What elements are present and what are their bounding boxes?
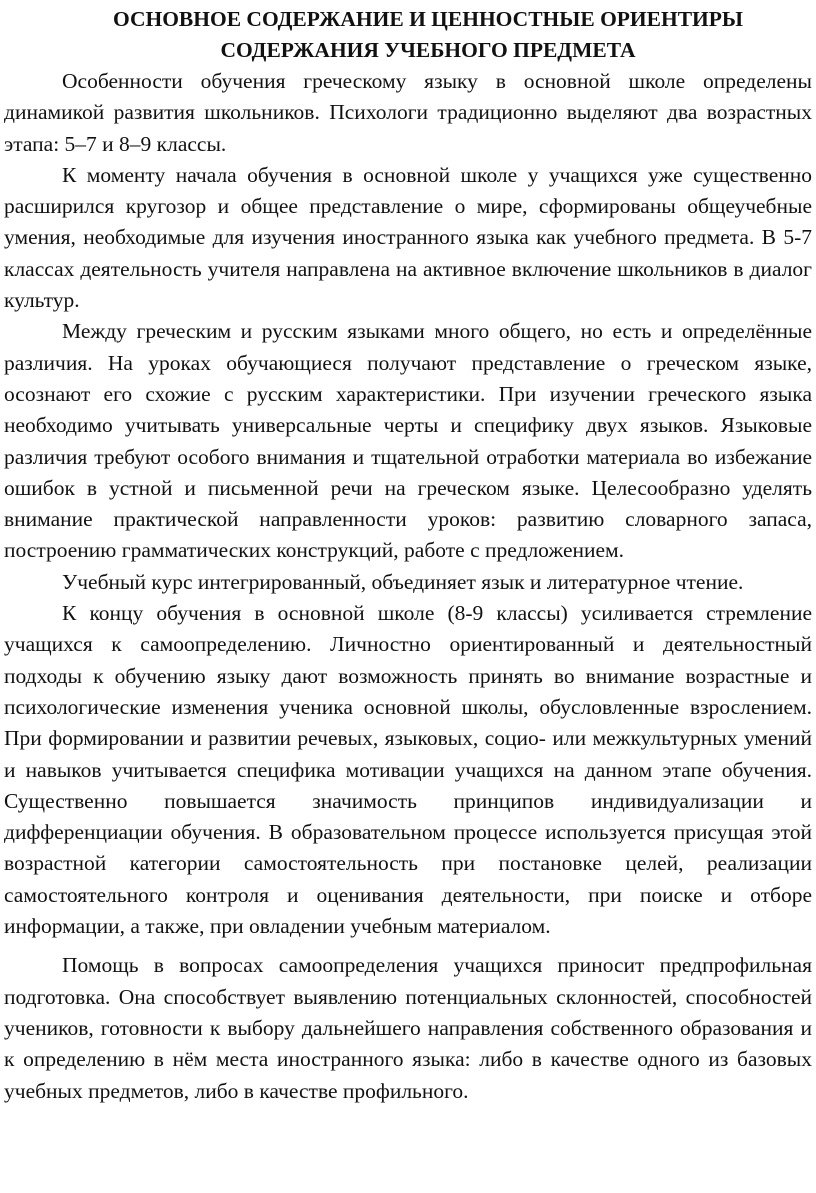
paragraph-pre-profile-training: Помощь в вопросах самоопределения учащихся приносит предпрофильная подготовка. Она способствует выявлению потенциальных склонностей, способностей учеников, готовности к выбору дальнейшего направления собственного образования и к определению в нём места иностранного языка: либо в качестве одного из базовых учебных предметов, либо в качестве профильного. (4, 953, 812, 1103)
paragraph-intro: Особенности обучения греческому языку в основной школе определены динамикой развития школьников. Психологи традиционно выделяют два возрастных этапа: 5–7 и 8–9 классы. (4, 69, 812, 156)
paragraph-integrated-course: Учебный курс интегрированный, объединяет язык и литературное чтение. (62, 569, 744, 594)
paragraph-self-determination: К концу обучения в основной школе (8-9 классы) усиливается стремление учащихся к самоопределению. Личностно ориентированный и деятельностный подходы к обучению языку дают возможность принять во внимание возрастные и психологические изменения ученика основной школы, обусловленные взрослением. При формировании и развитии речевых, языковых, социо- или межкультурных умений и навыков учитывается специфика мотивации учащихся на данном этапе обучения. Существенно повышается значимость принципов индивидуализации и дифференциации обучения. В образовательном процессе используется присущая этой возрастной категории самостоятельность при постановке целей, реализации самостоятельного контроля и оценивания деятельности, при поиске и отборе информации, а также, при овладении учебным материалом. (4, 601, 812, 939)
paragraph-language-differences: Между греческим и русским языками много общего, но есть и определённые различия. На уроках обучающиеся получают представление о греческом языке, осознают его схожие с русским характеристики. При изучении греческого языка необходимо учитывать универсальные черты и специфику двух языков. Языковые различия требуют особого внимания и тщательной отработки материала во избежание ошибок в устной и письменной речи на греческом языке. Целесообразно уделять внимание практической направленности уроков: развитию словарного запаса, построению грамматических конструкций, работе с предложением. (4, 319, 812, 563)
document-title (4, 4, 812, 66)
title-line-2: СОДЕРЖАНИЯ УЧЕБНОГО ПРЕДМЕТА (220, 38, 636, 62)
paragraph-beginning-of-study: К моменту начала обучения в основной школе у учащихся уже существенно расширился кругозор и общее представление о мире, сформированы общеучебные умения, необходимые для изучения иностранного языка как учебного предмета. В 5-7 классах деятельность учителя направлена на активное включение школьников в диалог культур. (4, 162, 812, 313)
title-line-1: ОСНОВНОЕ СОДЕРЖАНИЕ И ЦЕННОСТНЫЕ ОРИЕНТИРЫ (112, 7, 744, 31)
